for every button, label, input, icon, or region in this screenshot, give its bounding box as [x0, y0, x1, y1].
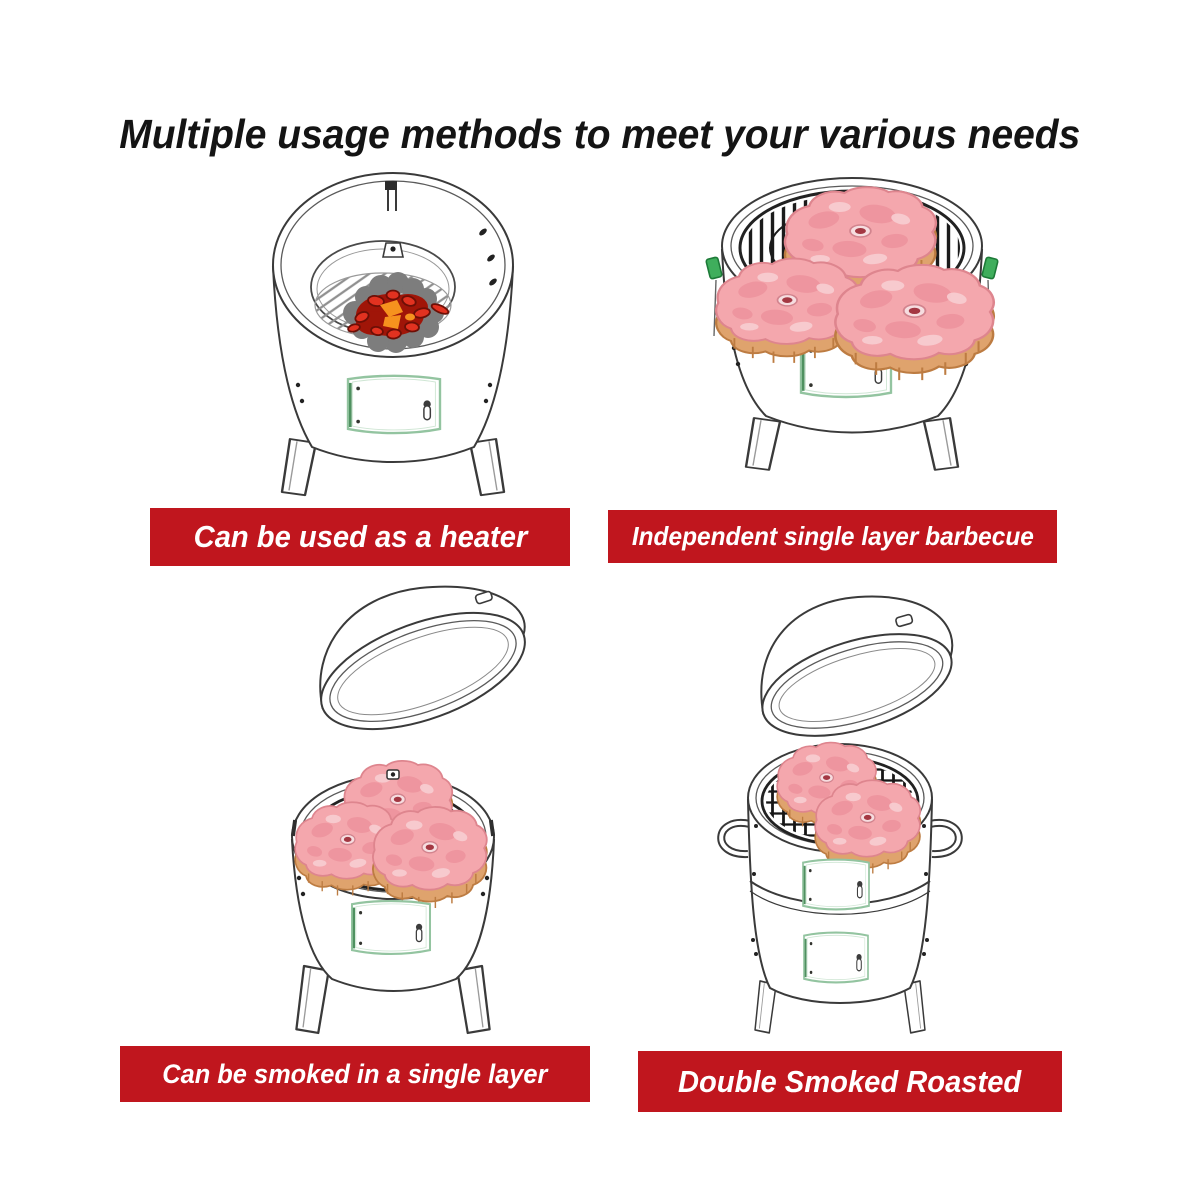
lifted-lid — [306, 587, 540, 753]
double-stacked-smoker-illustration — [690, 588, 1035, 1048]
caption-heater: Can be used as a heater — [150, 508, 570, 566]
green-latch-right — [982, 257, 998, 279]
green-latch-left — [706, 257, 722, 279]
left-leg — [282, 439, 316, 495]
lower-access-door — [804, 933, 868, 983]
left-leg — [746, 418, 780, 470]
smoker-single-icon — [270, 578, 600, 1038]
upper-access-door — [803, 860, 869, 910]
right-leg — [470, 439, 504, 495]
barbecue-grill-icon — [690, 168, 1020, 502]
handle-bracket — [387, 770, 399, 779]
access-door — [352, 901, 430, 954]
heater-grill-icon — [250, 165, 570, 500]
lifted-lid — [750, 596, 963, 755]
double-smoker-icon — [690, 588, 1035, 1048]
charcoal-grill-with-burning-embers-illustration — [250, 165, 570, 500]
handle-bracket — [383, 243, 403, 257]
ham-steaks — [295, 761, 487, 908]
left-leg — [296, 966, 328, 1033]
right-leg — [924, 418, 958, 470]
grill-with-meat-on-top-illustration — [690, 168, 1020, 502]
right-leg — [457, 966, 489, 1033]
caption-smoked-single-layer: Can be smoked in a single layer — [120, 1046, 590, 1102]
access-door — [348, 376, 440, 433]
page-title: Multiple usage methods to meet your various needs — [119, 111, 1081, 158]
caption-single-layer-barbecue: Independent single layer barbecue — [608, 510, 1057, 563]
caption-double-smoked: Double Smoked Roasted — [638, 1051, 1062, 1112]
grill-with-lid-lifted-illustration — [270, 578, 600, 1038]
